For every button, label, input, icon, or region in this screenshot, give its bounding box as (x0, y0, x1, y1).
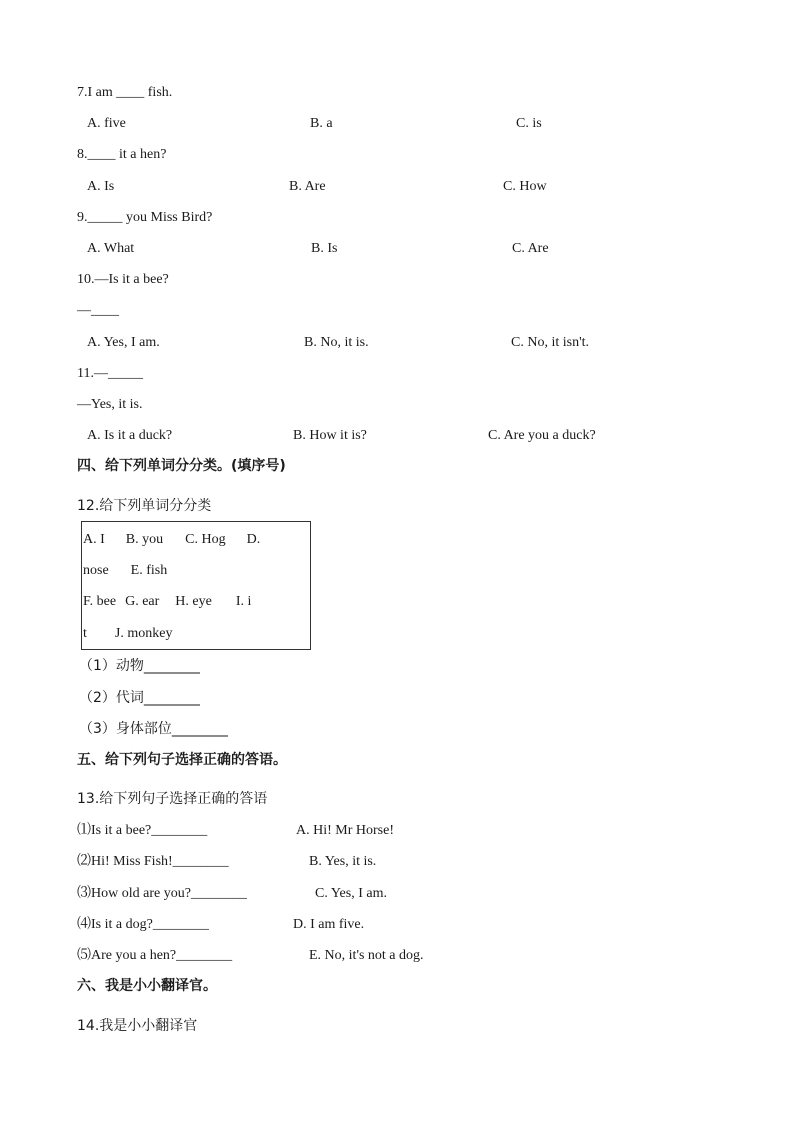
section-6-heading: 六、我是小小翻译官。 (77, 978, 217, 994)
word-bank-row-3 (83, 593, 251, 611)
q9-option-a: A. What (87, 241, 135, 256)
q12-blank-body-parts: （3）身体部位________ (79, 721, 228, 737)
q7-stem: 7.I am ____ fish. (77, 85, 173, 100)
q13-answer-c: C. Yes, I am. (315, 886, 387, 901)
q10-answer-line: —____ (77, 303, 119, 318)
q12-blank-pronouns: （2）代词________ (79, 690, 200, 706)
section-4-heading: 四、给下列单词分分类。(填序号) (77, 458, 286, 474)
word-d-text: nose (83, 563, 109, 578)
q8-option-b: B. Are (289, 179, 326, 194)
word-g: G. ear (125, 594, 160, 609)
q7-option-a: A. five (87, 116, 126, 131)
word-i-text: t (83, 626, 87, 641)
q10-option-a: A. Yes, I am. (87, 335, 160, 350)
q13-question-5: ⑸Are you a hen?________ (77, 948, 233, 963)
q13-answer-a: A. Hi! Mr Horse! (296, 823, 394, 838)
q13-question-4: ⑷Is it a dog?________ (77, 917, 209, 932)
q13-answer-e: E. No, it's not a dog. (309, 948, 424, 963)
word-e: E. fish (130, 563, 168, 578)
word-bank-row-2 (83, 562, 167, 580)
q11-option-b: B. How it is? (293, 428, 367, 443)
q13-question-3: ⑶How old are you?________ (77, 886, 247, 901)
q9-stem: 9._____ you Miss Bird? (77, 210, 213, 225)
q13-question-1: ⑴Is it a bee?________ (77, 823, 208, 838)
word-d-label: D. (246, 532, 261, 547)
q10-option-b: B. No, it is. (304, 335, 369, 350)
word-f: F. bee (83, 594, 117, 609)
q11-answer-line: —Yes, it is. (77, 397, 143, 412)
q7-option-b: B. a (310, 116, 333, 131)
q9-option-b: B. Is (311, 241, 338, 256)
q9-option-c: C. Are (512, 241, 549, 256)
q10-stem: 10.—Is it a bee? (77, 272, 169, 287)
word-j: J. monkey (114, 626, 173, 641)
q13-answer-d: D. I am five. (293, 917, 365, 932)
q11-option-a: A. Is it a duck? (87, 428, 173, 443)
q11-option-c: C. Are you a duck? (488, 428, 596, 443)
q13-stem: 13.给下列句子选择正确的答语 (77, 791, 268, 807)
q7-option-c: C. is (516, 116, 542, 131)
q11-stem: 11.—_____ (77, 366, 143, 381)
word-bank-row-4 (83, 625, 172, 643)
word-bank-row-1 (83, 531, 260, 549)
word-i-label: I. i (235, 594, 252, 609)
section-5-heading: 五、给下列句子选择正确的答语。 (77, 752, 287, 768)
word-b: B. you (125, 532, 164, 547)
q14-stem: 14.我是小小翻译官 (77, 1018, 198, 1034)
word-h: H. eye (175, 594, 212, 609)
q13-answer-b: B. Yes, it is. (309, 854, 377, 869)
q8-stem: 8.____ it a hen? (77, 147, 167, 162)
word-c: C. Hog (185, 532, 226, 547)
q8-option-c: C. How (503, 179, 547, 194)
q12-stem: 12.给下列单词分分类 (77, 498, 212, 514)
q8-option-a: A. Is (87, 179, 115, 194)
q10-option-c: C. No, it isn't. (511, 335, 589, 350)
q13-question-2: ⑵Hi! Miss Fish!________ (77, 854, 229, 869)
q12-blank-animals: （1）动物________ (79, 658, 200, 674)
word-a: A. I (83, 532, 105, 547)
